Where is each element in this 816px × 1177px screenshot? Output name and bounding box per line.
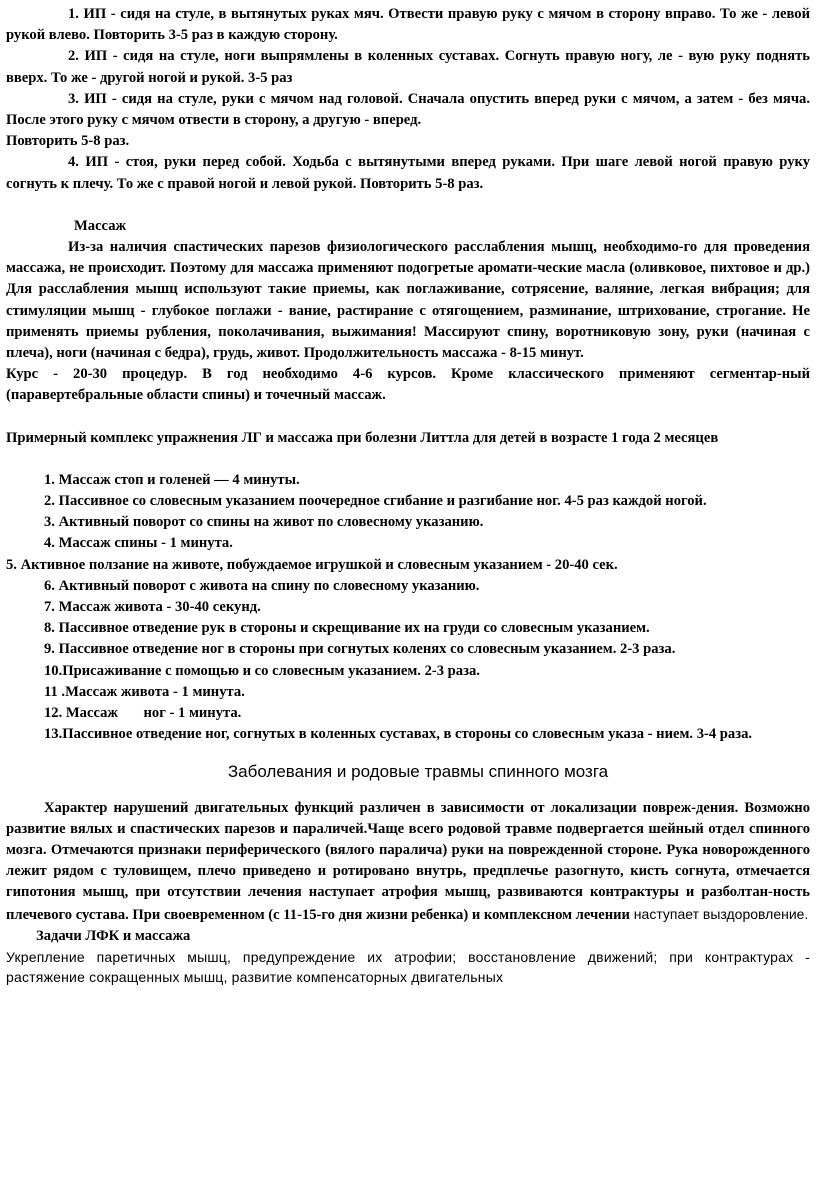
exercise-3-repeat: Повторить 5-8 раз. (6, 133, 130, 150)
section-paragraph-bold: Характер нарушений двигательных функций различен в зависимости от локализации повреж-дения. Возможно развитие вялых и спастических парезов и параличей.Чаще всего родовой травме подвергается шейный отдел спинного мозга. Отмечаются признаки периферического (вялого паралича) руки на поврежденной стороне. Рука новорожденного лежит рядом с туловищем, плечо приведено и ротировано внутрь, предплечье разогнуто, кисть согнута, отмечается гипотония мышц, при отсутствии лечения наступает атрофия мышц, развиваются контрактуры и разболтан-ность плечевого сустава. При своевременном (с 11-15-го дня жизни ребенка) и комплексном лечении (6, 799, 810, 923)
list-item: 2. Пассивное со словесным указанием поочередное сгибание и разгибание ног. 4-5 раз каждой ногой. (44, 493, 707, 510)
list-item: 13.Пассивное отведение ног, согнутых в коленных суставах, в стороны со словесным указа - нием. 3-4 раза. (44, 726, 753, 743)
massage-heading: Массаж (74, 217, 127, 234)
list-item: 3. Активный поворот со спины на живот по словесному указанию. (44, 514, 484, 531)
spacer (6, 407, 810, 428)
list-item: 4. Массаж спины - 1 минута. (44, 535, 233, 552)
exercise-2: 2. ИП - сидя на стуле, ноги выпрямлены в коленных суставах. Согнуть правую ногу, ле - вую руку поднять вверх. То же - другой ногой и рукой. 3-5 раз (6, 48, 810, 86)
list-item: 10.Присаживание с помощью и со словесным указанием. 2-3 раза. (44, 662, 480, 679)
spacer (6, 786, 810, 798)
spacer (6, 746, 810, 758)
list-item: 11 .Массаж живота - 1 минута. (44, 683, 245, 700)
massage-course: Курс - 20-30 процедур. В год необходимо 4-6 курсов. Кроме классического применяют сегментар-ный (паравертебральные области спины) и точечный массаж. (6, 366, 810, 404)
section-paragraph-tail: наступает выздоровление. (629, 905, 809, 922)
exercise-3: 3. ИП - сидя на стуле, руки с мячом над головой. Сначала опустить вперед руки с мячом, а затем - без мяча. После этого руку с мячом отвести в сторону, а другую - вперед. (6, 90, 810, 129)
section-title: Заболевания и родовые травмы спинного мозга (227, 761, 609, 781)
list-item: 12. Массаж ног - 1 минута. (44, 705, 242, 722)
complex-list (6, 470, 810, 746)
list-item: 7. Массаж живота - 30-40 секунд. (44, 599, 261, 616)
list-item: 8. Пассивное отведение рук в стороны и скрещивание их на груди со словесным указанием. (44, 620, 650, 637)
spacer (6, 195, 810, 216)
tasks-text: Укрепление паретичных мышц, предупреждение их атрофии; восстановление движений; при контрактурах - растяжение сокращенных мышц, развитие компенсаторных двигательных (6, 948, 810, 985)
tasks-heading: Задачи ЛФК и массажа (36, 927, 191, 944)
list-item: 1. Массаж стоп и голеней — 4 минуты. (44, 471, 300, 488)
section-paragraph (6, 798, 810, 926)
list-item: 5. Активное ползание на животе, побуждаемое игрушкой и словесным указанием - 20-40 сек. (6, 556, 618, 573)
spacer (6, 449, 810, 470)
list-item: 6. Активный поворот с живота на спину по словесному указанию. (44, 577, 480, 594)
complex-title: Примерный комплекс упражнения ЛГ и массажа при болезни Литтла для детей в возрасте 1 года 2 месяцев (6, 429, 719, 446)
massage-paragraph: Из-за наличия спастических парезов физиологического расслабления мышц, необходимо-го для проведения массажа, не происходит. Поэтому для массажа применяют подогретые аромати-ческие масла (оливковое, пихтовое и др.) Для расслабления мышц используют такие приемы, как поглаживание, сотрясение, валяние, легкая вибрация; для стимуляции мышц - глубокое поглажи - вание, растирание с отягощением, разминание, штрихование, строгание. Не применять приемы рубления, поколачивания, выжимания! Массируют спину, воротниковую зону, руки (начиная с плеча), ноги (начиная с бедра), грудь, живот. Продолжительность массажа - 8-15 минут. (6, 239, 810, 362)
list-item: 9. Пассивное отведение ног в стороны при согнутых коленях со словесным указанием. 2-3 раза. (44, 641, 676, 658)
exercise-1: 1. ИП - сидя на стуле, в вытянутых руках мяч. Отвести правую руку с мячом в сторону вправо. То же - левой рукой влево. Повторить 3-5 раз в каждую сторону. (6, 6, 810, 44)
exercise-4: 4. ИП - стоя, руки перед собой. Ходьба с вытянутыми вперед руками. При шаге левой ногой правую руку согнуть к плечу. То же с правой ногой и левой рукой. Повторить 5-8 раз. (6, 154, 810, 192)
